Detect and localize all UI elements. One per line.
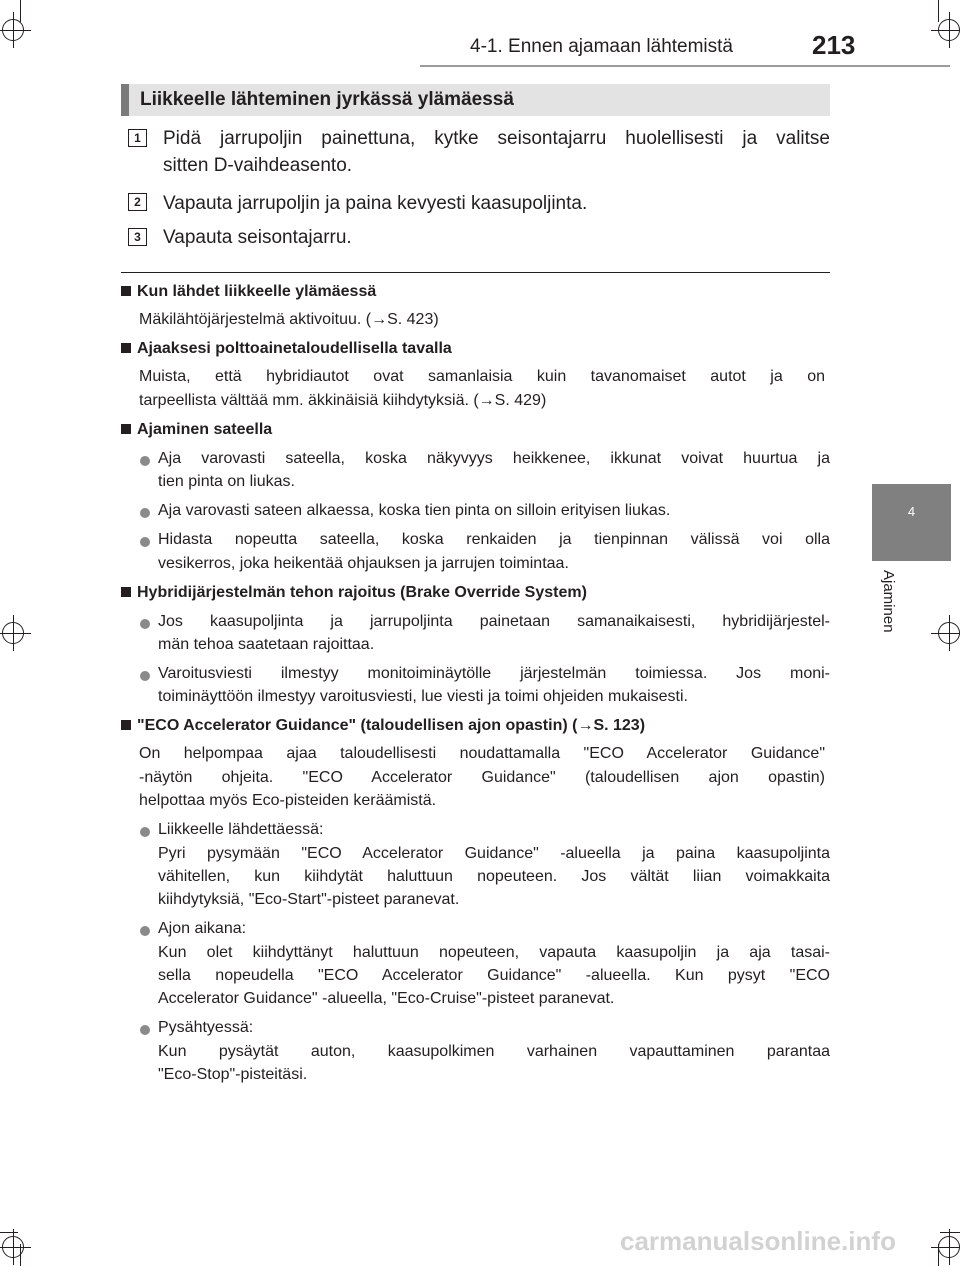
bullet-text: vähitellen, kun kiihdytät haluttuun nopeuteen. Jos vältät liian voimakkaita <box>158 868 830 885</box>
circle-bullet-icon <box>140 508 150 518</box>
note-heading: Kun lähdet liikkeelle ylämäessä <box>121 283 376 301</box>
note-text: Muista, että hybridiautot ovat samanlaisia kuin tavanomaiset autot ja on <box>139 368 825 385</box>
note-heading: Ajaaksesi polttoainetaloudellisella tavalla <box>121 340 452 358</box>
step-number-box: 3 <box>128 228 147 246</box>
square-bullet-icon <box>121 286 131 296</box>
note-text: -näytön ohjeita. "ECO Accelerator Guidance" (taloudellisen ajon opastin) <box>139 769 825 786</box>
bullet-text: "Eco-Stop"-pisteitäsi. <box>158 1066 308 1083</box>
step-number-box: 2 <box>128 193 147 211</box>
crop-mark <box>940 1232 960 1233</box>
crop-mark <box>0 1232 18 1233</box>
note-heading: "ECO Accelerator Guidance" (taloudellisen ajon opastin) (→S. 123) <box>121 717 645 735</box>
header-rule <box>420 65 950 67</box>
bullet-text: Varoitusviesti ilmestyy monitoiminäytölle järjestelmän toimiessa. Jos moni- <box>158 665 830 682</box>
bullet-text: Ajon aikana: <box>158 920 247 937</box>
chapter-tab <box>872 484 951 561</box>
square-bullet-icon <box>121 343 131 353</box>
step-1-line-1: Pidä jarrupoljin painettuna, kytke seisontajarru huolellisesti ja valitse <box>163 128 830 149</box>
chapter-number: 4 <box>907 504 916 519</box>
bullet-text: Pyri pysymään "ECO Accelerator Guidance" -alueella ja paina kaasupoljinta <box>158 845 830 862</box>
step-3-text: Vapauta seisontajarru. <box>163 227 352 248</box>
circle-bullet-icon <box>140 537 150 547</box>
bullet-text: Pysähtyessä: <box>158 1019 254 1036</box>
circle-bullet-icon <box>140 1025 150 1035</box>
section-divider <box>121 272 830 273</box>
step-number-box: 1 <box>128 129 147 147</box>
bullet-text: vesikerros, joka heikentää ohjauksen ja jarrujen toimintaa. <box>158 555 569 572</box>
watermark: carmanualsonline.info <box>620 1226 896 1256</box>
step-1-text <box>163 125 830 179</box>
bullet-text: Liikkeelle lähdettäessä: <box>158 821 324 838</box>
bullet-text: Aja varovasti sateella, koska näkyvyys heikkenee, ikkunat voivat huurtua ja <box>158 450 830 467</box>
circle-bullet-icon <box>140 926 150 936</box>
bullet-text: Jos kaasupoljinta ja jarrupoljinta painetaan samanaikaisesti, hybridijärjestel- <box>158 613 830 630</box>
note-text: On helpompaa ajaa taloudellisesti noudattamalla "ECO Accelerator Guidance" <box>139 745 825 762</box>
bullet-text: Kun pysäytät auton, kaasupolkimen varhainen vapauttaminen parantaa <box>158 1043 830 1060</box>
circle-bullet-icon <box>140 456 150 466</box>
step-2-text: Vapauta jarrupoljin ja paina kevyesti kaasupoljinta. <box>163 193 588 214</box>
note-heading: Hybridijärjestelmän tehon rajoitus (Brake Override System) <box>121 584 587 602</box>
note-text: tarpeellista välttää mm. äkkinäisiä kiihdytyksiä. (→S. 429) <box>139 392 547 409</box>
step-1-line-2: sitten D-vaihdeasento. <box>163 155 353 176</box>
square-bullet-icon <box>121 587 131 597</box>
circle-bullet-icon <box>140 619 150 629</box>
page-number: 213 <box>812 30 856 60</box>
registration-mark-icon <box>2 1236 24 1258</box>
header-section-title: 4-1. Ennen ajamaan lähtemistä <box>470 36 733 57</box>
crop-mark <box>20 0 21 22</box>
registration-mark-icon <box>2 622 24 644</box>
bullet-text: Kun olet kiihdyttänyt haluttuun nopeuteen, vapauta kaasupoljin ja aja tasai- <box>158 944 830 961</box>
square-bullet-icon <box>121 720 131 730</box>
registration-mark-icon <box>2 19 24 41</box>
section-heading <box>121 84 830 116</box>
bullet-text: tien pinta on liukas. <box>158 473 295 490</box>
bullet-text: Hidasta nopeutta sateella, koska renkaiden ja tienpinnan välissä voi olla <box>158 531 830 548</box>
note-heading: Ajaminen sateella <box>121 421 272 439</box>
chapter-label <box>880 570 900 660</box>
bullet-text: kiihdytyksiä, "Eco-Start"-pisteet paranevat. <box>158 891 460 908</box>
square-bullet-icon <box>121 424 131 434</box>
bullet-text: män tehoa saatetaan rajoittaa. <box>158 636 375 653</box>
section-title: Liikkeelle lähteminen jyrkässä ylämäessä <box>140 89 514 110</box>
circle-bullet-icon <box>140 827 150 837</box>
bullet-text: Accelerator Guidance" -alueella, "Eco-Cruise"-pisteet paranevat. <box>158 990 615 1007</box>
registration-mark-icon <box>938 622 960 644</box>
bullet-text: sella nopeudella "ECO Accelerator Guidance" -alueella. Kun pysyt "ECO <box>158 967 830 984</box>
crop-mark <box>938 0 939 22</box>
chapter-name: Ajaminen <box>880 570 897 633</box>
circle-bullet-icon <box>140 671 150 681</box>
note-text: helpottaa myös Eco-pisteiden keräämistä. <box>139 792 437 809</box>
registration-mark-icon <box>938 1236 960 1258</box>
bullet-text: toiminäyttöön ilmestyy varoitusviesti, lue viesti ja toimi ohjeiden mukaisesti. <box>158 688 688 705</box>
bullet-text: Aja varovasti sateen alkaessa, koska tien pinta on silloin erityisen liukas. <box>158 502 671 519</box>
note-text: Mäkilähtöjärjestelmä aktivoituu. (→S. 423) <box>139 311 439 328</box>
registration-mark-icon <box>938 19 960 41</box>
